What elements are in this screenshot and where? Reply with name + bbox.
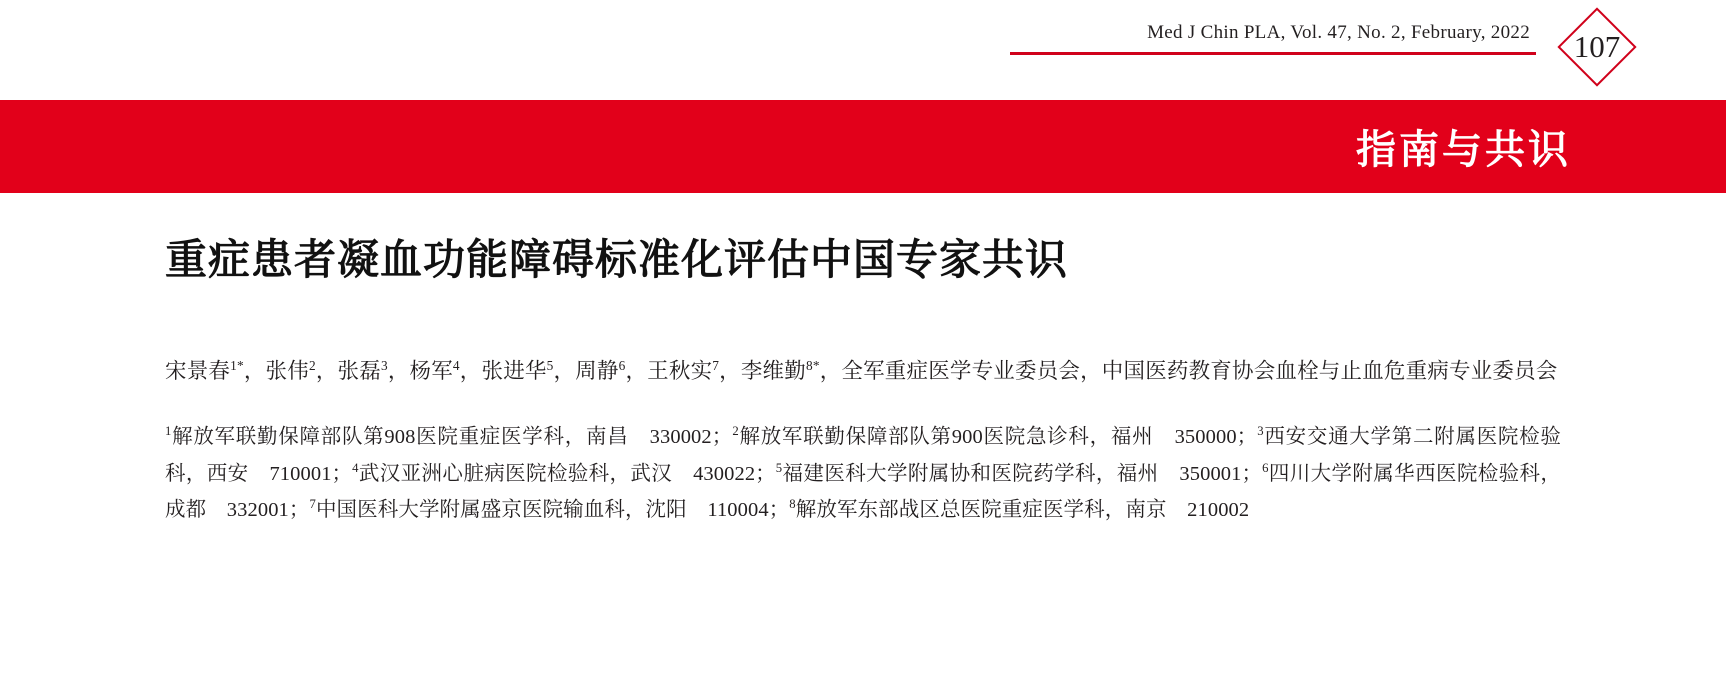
affiliation-list: $^1$解放军联勤保障部队第908医院重症医学科，南昌 330002；$^2$解放军联勤保障部队第900医院急诊科，福州 350000；$^3$西安交通大学第二附属医院检验科，西安 710001；$^4$武汉亚洲心脏病医院检验科，武汉 430022；$^5$福建医科大学附属协和医院药学科，福州 350001；$^6$四川大学附属华西医院检验科，成都 332001；$^7$中国医科大学附属盛京医院输血科，沈阳 110004；$^8$解放军东部战区总医院重症医学科，南京 210002 <box>165 424 1561 521</box>
running-head-rule <box>1010 52 1536 55</box>
author-list: 宋景春$^{1*}$，张伟$^2$，张磊$^3$，杨军$^4$，张进华$^5$，周静$^6$，王秋实$^7$，李维勤$^{8*}$，全军重症医学专业委员会，中国医药教育协会血栓与止血危重病专业委员会 <box>165 358 1558 384</box>
section-banner-label: 指南与共识 <box>1356 127 1571 173</box>
running-head <box>0 0 1726 72</box>
article-header <box>0 193 1726 549</box>
page-number-diamond <box>1558 8 1636 86</box>
article-title: 重症患者凝血功能障碍标准化评估中国专家共识 <box>165 235 1069 284</box>
page-number: 107 <box>1573 29 1621 64</box>
journal-citation-line: Med J Chin PLA, Vol. 47, No. 2, February, 2022 <box>1147 22 1530 43</box>
section-banner <box>0 100 1726 193</box>
